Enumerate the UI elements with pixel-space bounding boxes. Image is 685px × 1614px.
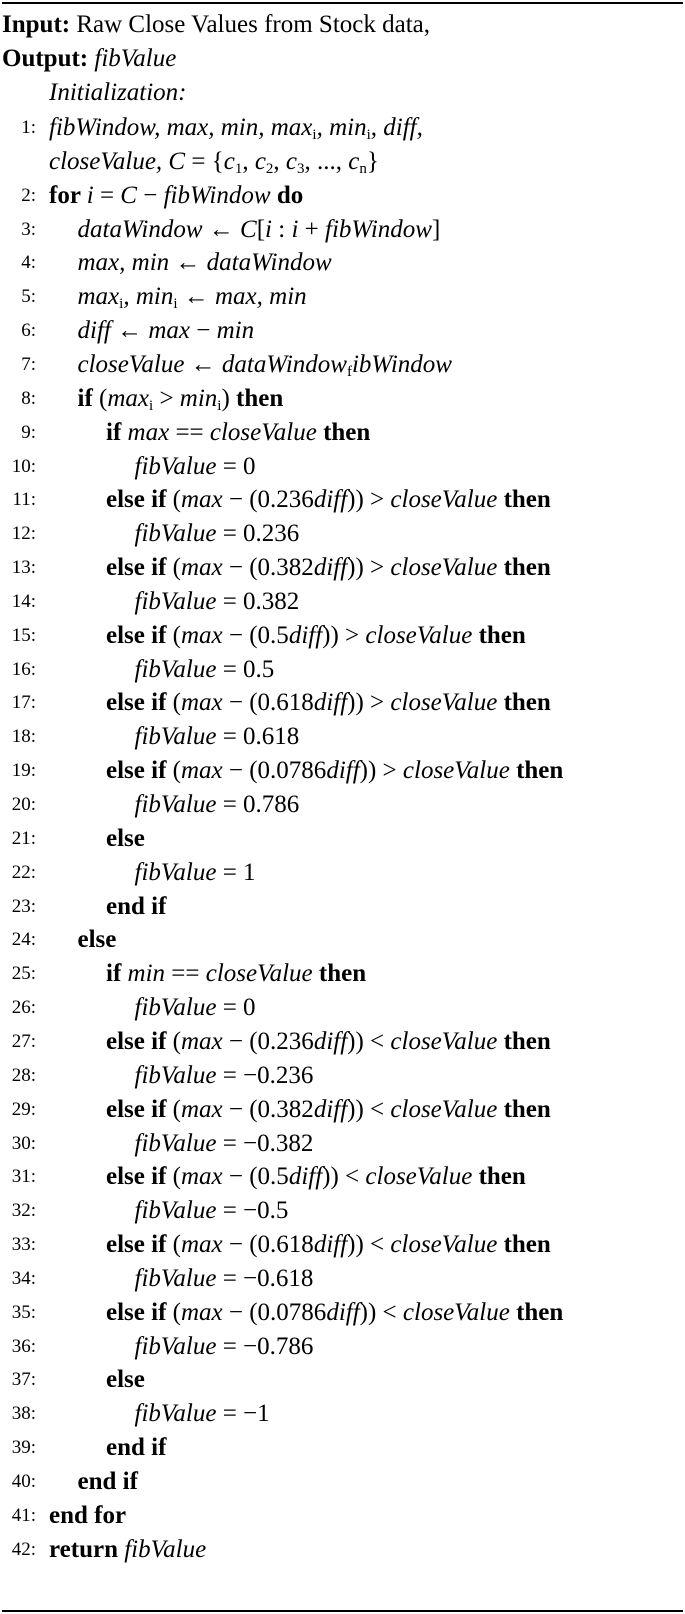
keyword: else <box>106 1366 145 1394</box>
math-symbol: closeValue <box>390 1027 498 1055</box>
line-number: 27: <box>11 1030 36 1052</box>
keyword: then <box>316 418 371 446</box>
math-symbol: max <box>180 1298 223 1326</box>
math-symbol: max <box>107 384 150 412</box>
keyword: if <box>77 384 100 412</box>
line-number: 12: <box>11 523 36 545</box>
operator-text: ) <box>221 384 230 412</box>
line-number: 14: <box>11 590 36 612</box>
operator-text: = 0.236 <box>216 520 300 548</box>
math-symbol: i <box>86 181 94 209</box>
math-symbol: max <box>180 486 223 514</box>
operator-text: ( <box>172 1027 181 1055</box>
operator-text: )) > <box>347 554 391 582</box>
keyword: then <box>497 1027 551 1055</box>
keyword: else if <box>106 689 173 717</box>
line-number: 5: <box>21 286 36 308</box>
line-code <box>135 653 275 687</box>
math-symbol: max <box>127 418 170 446</box>
operator-text: ← <box>169 249 207 277</box>
operator-text: ← <box>202 215 241 243</box>
operator-text: − (0.618 <box>222 689 314 717</box>
operator-text: ( <box>99 384 108 412</box>
line-code <box>106 483 551 517</box>
line-number: 20: <box>11 794 36 815</box>
math-symbol: fibWindow <box>163 181 271 209</box>
line-number: 33: <box>11 1234 36 1256</box>
math-symbol: max <box>180 1163 223 1191</box>
line-code <box>49 1499 126 1533</box>
operator-text: = −0.618 <box>216 1264 314 1292</box>
math-symbol: max <box>148 317 190 345</box>
keyword: then <box>509 1298 564 1326</box>
keyword: for <box>49 181 87 209</box>
operator-text: = 0.786 <box>216 791 300 818</box>
keyword: then <box>497 1231 551 1259</box>
operator-text: − (0.236 <box>222 1027 314 1055</box>
keyword: else <box>106 824 145 852</box>
operator-text: ( <box>172 757 181 785</box>
operator-text: [ <box>256 215 266 243</box>
line-code <box>78 314 255 348</box>
math-symbol: fibWindow, max, min, max <box>49 114 313 141</box>
operator-text: = { <box>185 147 224 175</box>
keyword: else if <box>106 1231 173 1259</box>
operator-text: , <box>273 147 286 175</box>
line-number: 29: <box>11 1098 36 1120</box>
operator-text: == <box>169 418 210 446</box>
line-number: 36: <box>11 1335 36 1357</box>
operator-text: ( <box>172 1298 181 1326</box>
keyword: else if <box>106 757 173 785</box>
initialization-label: Initialization: <box>49 79 187 106</box>
operator-text: = −0.382 <box>216 1129 314 1157</box>
math-symbol: diff <box>313 689 348 717</box>
math-symbol: closeValue <box>209 418 317 446</box>
math-symbol: diff <box>313 1095 348 1123</box>
operator-text: , ..., <box>304 147 349 175</box>
subscript: i <box>119 296 124 313</box>
subscript: 3 <box>297 160 305 177</box>
operator-text: > <box>153 384 180 412</box>
math-symbol: max <box>180 757 223 785</box>
line-number: 41: <box>11 1504 36 1526</box>
math-symbol: max <box>180 689 223 717</box>
operator-text: = 1 <box>216 858 256 886</box>
line-code <box>106 1025 551 1059</box>
operator-text: − (0.382 <box>222 1095 314 1123</box>
operator-text: : <box>271 215 292 243</box>
math-symbol: fibValue <box>134 1061 217 1089</box>
operator-text: = −0.236 <box>216 1061 314 1089</box>
operator-text: ( <box>172 621 181 649</box>
math-symbol: diff <box>326 757 360 785</box>
operator-text: ( <box>172 1095 181 1123</box>
keyword: then <box>497 689 551 717</box>
keyword: end for <box>49 1501 127 1529</box>
line-code <box>106 1363 145 1397</box>
line-number: 28: <box>11 1064 36 1086</box>
math-symbol: min <box>179 384 218 412</box>
operator-text: ] <box>431 215 441 243</box>
operator-text: − (0.618 <box>222 1231 314 1259</box>
line-number: 30: <box>11 1132 36 1154</box>
math-symbol: closeValue <box>365 1163 473 1191</box>
operator-text: == <box>165 960 206 988</box>
operator-text: ← <box>177 283 215 311</box>
math-symbol: C <box>240 215 257 243</box>
subscript: i <box>366 127 371 143</box>
operator-text: )) > <box>347 486 391 514</box>
math-symbol: diff <box>288 1163 323 1191</box>
line-number: 16: <box>11 658 36 680</box>
keyword: then <box>229 384 284 412</box>
algorithm-box <box>2 2 683 1612</box>
math-symbol: max, min <box>215 283 307 311</box>
math-symbol: fibValue <box>124 1535 207 1563</box>
operator-text: )) < <box>359 1298 403 1326</box>
keyword: else <box>77 926 117 954</box>
keyword: then <box>497 486 551 514</box>
line-code <box>78 923 117 957</box>
operator-text: )) < <box>347 1231 391 1259</box>
operator-text: ( <box>172 1231 181 1259</box>
math-symbol: fibWindow <box>325 215 432 243</box>
operator-text: )) > <box>347 689 391 717</box>
math-symbol: i <box>265 215 272 243</box>
keyword: else if <box>106 1298 173 1326</box>
line-code <box>49 145 379 179</box>
math-symbol: fibValue <box>134 723 217 751</box>
operator-text: = <box>93 181 121 209</box>
line-number: 24: <box>11 929 36 951</box>
line-number: 10: <box>11 455 36 477</box>
line-code <box>135 1059 314 1093</box>
line-code <box>49 1533 206 1567</box>
keyword: then <box>312 960 367 988</box>
operator-text: } <box>366 147 379 175</box>
math-symbol: closeValue <box>390 1095 498 1123</box>
line-code <box>106 551 551 585</box>
line-number: 34: <box>11 1267 36 1289</box>
line-number: 11: <box>12 489 36 511</box>
keyword: else if <box>106 1027 173 1055</box>
line-code <box>106 822 145 856</box>
line-code <box>106 1228 551 1262</box>
line-number: 19: <box>11 760 36 782</box>
math-symbol: fibValue <box>134 1400 217 1428</box>
line-code <box>106 1160 526 1194</box>
math-symbol: max <box>180 621 223 649</box>
line-number: 9: <box>21 421 36 443</box>
operator-text: = 0.5 <box>216 655 275 683</box>
subscript: i <box>149 397 154 414</box>
operator-text: − <box>190 317 217 345</box>
operator-text: = −1 <box>216 1400 270 1428</box>
line-code <box>135 1397 270 1431</box>
math-symbol: dataWindow <box>221 350 347 378</box>
math-symbol: diff <box>326 1298 360 1326</box>
line-code <box>49 111 423 145</box>
math-symbol: , min <box>316 114 367 141</box>
line-number: 37: <box>11 1369 36 1391</box>
operator-text: − <box>136 181 164 209</box>
math-symbol: diff <box>313 1027 348 1055</box>
line-number: 26: <box>11 997 36 1019</box>
math-symbol: c <box>223 147 235 175</box>
line-code <box>106 416 370 450</box>
subscript: 1 <box>234 160 243 177</box>
keyword: then <box>497 1095 551 1123</box>
line-number: 8: <box>21 387 36 409</box>
operator-text: , <box>242 147 255 175</box>
math-symbol: max <box>180 1027 223 1055</box>
math-symbol: max <box>77 283 120 311</box>
math-symbol: , diff, <box>370 114 423 141</box>
line-number: 42: <box>11 1538 36 1560</box>
line-code <box>106 957 366 991</box>
math-symbol: min <box>216 317 255 345</box>
line-code <box>106 1431 166 1465</box>
operator-text: )) > <box>359 757 403 785</box>
line-number: 15: <box>11 624 36 646</box>
math-symbol: dataWindow <box>206 249 332 277</box>
math-symbol: closeValue <box>205 960 313 988</box>
line-number: 31: <box>11 1166 36 1188</box>
math-symbol: closeValue <box>390 1231 498 1259</box>
line-code <box>78 280 307 314</box>
math-symbol: max <box>180 1095 223 1123</box>
operator-text: = 0.382 <box>216 587 300 615</box>
line-code <box>78 213 441 247</box>
operator-text: − (0.0786 <box>222 757 327 785</box>
math-symbol: c <box>254 147 266 175</box>
keyword: else if <box>106 554 173 582</box>
math-symbol: closeValue <box>365 621 473 649</box>
operator-text: = −0.786 <box>216 1332 314 1360</box>
line-code <box>135 788 300 822</box>
math-symbol: closeValue <box>390 689 498 717</box>
math-symbol: i <box>291 215 299 243</box>
operator-text: = 0.618 <box>216 723 300 751</box>
line-number: 39: <box>11 1437 36 1459</box>
line-number: 25: <box>11 963 36 985</box>
line-code <box>135 856 256 890</box>
math-symbol: closeValue, C <box>49 147 186 175</box>
math-symbol: dataWindow <box>77 215 203 243</box>
keyword: then <box>509 757 564 785</box>
keyword: else if <box>106 621 173 649</box>
subscript: 2 <box>265 160 274 177</box>
line-code <box>106 1093 551 1127</box>
operator-text: ( <box>172 1163 181 1191</box>
line-number: 4: <box>21 252 36 274</box>
line-code <box>135 1330 314 1364</box>
operator-text: ( <box>172 554 181 582</box>
math-symbol: fibValue <box>134 858 217 886</box>
subscript: f <box>346 363 352 380</box>
keyword: if <box>106 960 128 988</box>
keyword: else if <box>106 1095 173 1123</box>
operator-text: + <box>298 215 325 243</box>
line-code <box>135 585 300 619</box>
math-symbol: ibWindow <box>351 350 452 378</box>
line-code <box>135 991 256 1025</box>
math-symbol: fibValue <box>134 1332 217 1360</box>
line-number: 35: <box>11 1301 36 1323</box>
math-symbol: max <box>180 554 223 582</box>
operator-text: = 0 <box>216 994 256 1022</box>
math-symbol: closeValue <box>402 757 510 785</box>
math-symbol: fibValue <box>134 452 217 480</box>
line-number: 22: <box>11 861 36 883</box>
line-code <box>135 1262 314 1296</box>
math-symbol: fibValue <box>134 791 217 818</box>
math-symbol: fibValue <box>134 520 217 548</box>
keyword: end if <box>77 1468 138 1495</box>
line-code <box>78 382 284 416</box>
output-label: Output: <box>2 45 89 72</box>
line-code <box>78 246 332 280</box>
math-symbol: closeValue <box>402 1298 510 1326</box>
line-number: 32: <box>11 1200 36 1222</box>
operator-text: )) > <box>322 621 366 649</box>
math-symbol: fibValue <box>134 1129 217 1157</box>
line-code <box>49 179 303 213</box>
line-code <box>106 1296 563 1330</box>
operator-text: )) < <box>322 1163 366 1191</box>
subscript: n <box>359 160 367 177</box>
math-symbol: diff <box>313 1231 348 1259</box>
math-symbol: fibValue <box>134 994 217 1022</box>
line-code <box>135 517 300 551</box>
line-number: 7: <box>21 353 36 375</box>
operator-text: )) < <box>347 1095 391 1123</box>
operator-text: − (0.5 <box>222 1163 289 1191</box>
line-code <box>78 1465 138 1499</box>
input-text: Raw Close Values from Stock data, <box>76 11 430 38</box>
subscript: i <box>217 397 222 414</box>
operator-text: − (0.382 <box>222 554 314 582</box>
keyword: return <box>49 1535 118 1563</box>
math-symbol: c <box>348 147 360 175</box>
line-code <box>135 450 256 484</box>
math-symbol: c <box>285 147 298 175</box>
line-number: 3: <box>21 218 36 240</box>
line-number: 2: <box>21 184 36 206</box>
operator-text: ( <box>172 689 181 717</box>
math-symbol: closeValue <box>390 554 498 582</box>
line-number: 17: <box>11 692 36 714</box>
subscript: i <box>173 296 178 313</box>
math-symbol: max <box>180 1231 223 1259</box>
line-code <box>135 1127 314 1161</box>
math-symbol: closeValue <box>390 486 498 514</box>
keyword: end if <box>106 892 167 920</box>
math-symbol: min <box>127 960 166 988</box>
keyword: end if <box>106 1434 167 1462</box>
input-label: Input: <box>2 11 71 38</box>
keyword: do <box>270 181 304 209</box>
math-symbol: fibValue <box>134 1197 217 1225</box>
operator-text: − (0.0786 <box>222 1298 327 1326</box>
math-symbol: fibValue <box>134 1264 217 1292</box>
input-line <box>2 8 430 42</box>
line-code <box>106 686 551 720</box>
line-code <box>135 720 300 754</box>
operator-text: = −0.5 <box>216 1197 289 1225</box>
math-symbol: , min <box>123 283 174 311</box>
keyword: else if <box>106 486 173 514</box>
math-symbol: max, min <box>77 249 170 277</box>
line-number: 13: <box>11 557 36 579</box>
line-number: 23: <box>11 895 36 917</box>
output-text: fibValue <box>94 45 177 72</box>
math-symbol: fibValue <box>134 587 217 615</box>
math-symbol: diff <box>313 554 348 582</box>
math-symbol: C <box>120 181 137 209</box>
math-symbol: diff <box>288 621 323 649</box>
subscript: i <box>312 127 317 143</box>
keyword: then <box>472 621 526 649</box>
line-number: 1: <box>21 117 36 138</box>
operator-text: − (0.236 <box>222 486 314 514</box>
line-number: 6: <box>21 320 36 342</box>
keyword: else if <box>106 1163 173 1191</box>
operator-text: = 0 <box>216 452 256 480</box>
operator-text: ( <box>172 486 181 514</box>
math-symbol: closeValue <box>77 350 185 378</box>
operator-text: − (0.5 <box>222 621 289 649</box>
line-number: 21: <box>11 827 36 849</box>
math-symbol: fibValue <box>134 655 217 683</box>
operator-text: )) < <box>347 1027 391 1055</box>
operator-text: ← <box>110 317 149 345</box>
line-number: 18: <box>11 726 36 748</box>
keyword: then <box>472 1163 526 1191</box>
line-code <box>106 619 526 653</box>
line-code <box>106 754 563 788</box>
line-code <box>106 890 166 924</box>
output-line <box>2 42 176 76</box>
line-code <box>135 1194 289 1228</box>
math-symbol: diff <box>77 317 111 345</box>
math-symbol: diff <box>313 486 348 514</box>
line-number: 38: <box>11 1403 36 1425</box>
operator-text: ← <box>184 350 222 378</box>
keyword: if <box>106 418 128 446</box>
line-code <box>78 348 452 382</box>
line-number: 40: <box>11 1471 36 1492</box>
keyword: then <box>497 554 551 582</box>
